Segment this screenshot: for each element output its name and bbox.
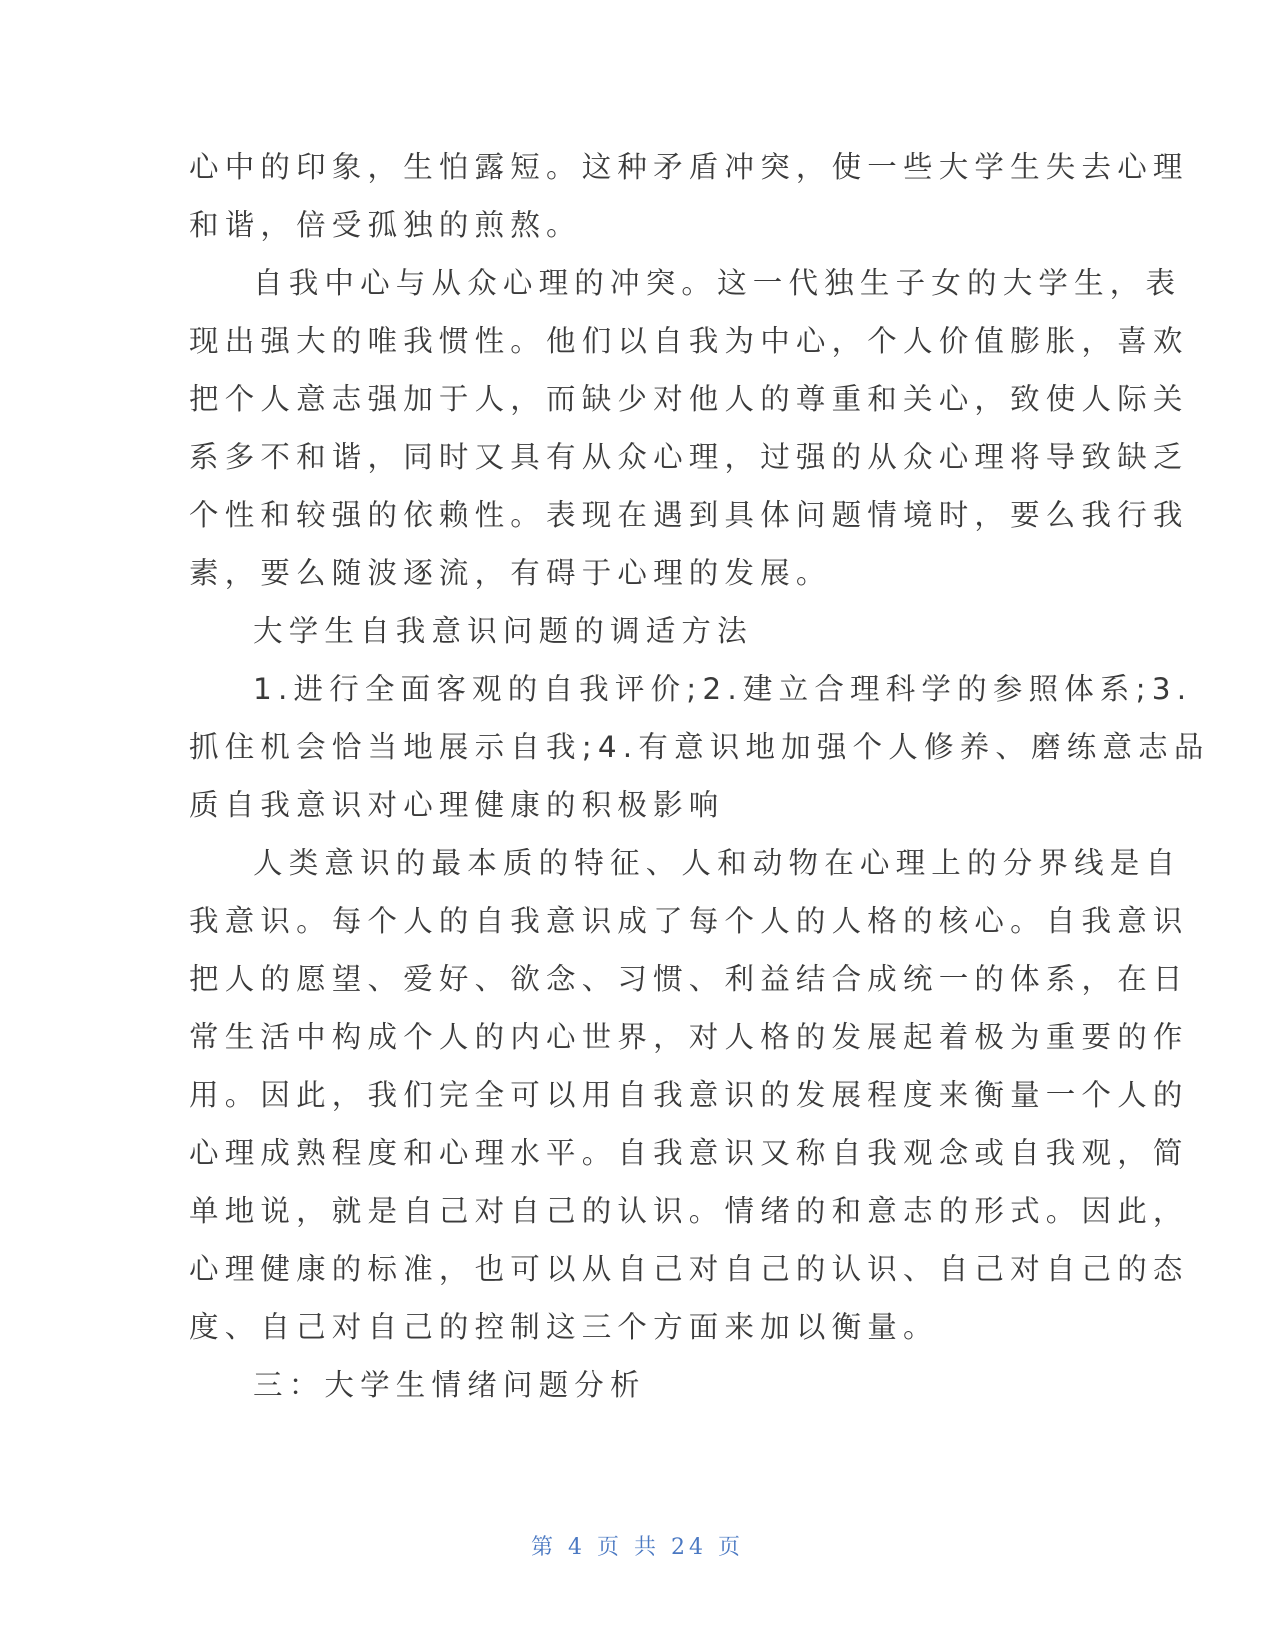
text-line: 常生活中构成个人的内心世界，对人格的发展起着极为重要的作 <box>189 1020 1189 1054</box>
text-line: 我意识。每个人的自我意识成了每个人的人格的核心。自我意识 <box>189 904 1189 938</box>
text-line: 把个人意志强加于人，而缺少对他人的尊重和关心，致使人际关 <box>189 382 1189 416</box>
text-line: 抓住机会恰当地展示自我;4.有意识地加强个人修养、磨练意志品 <box>189 730 1210 764</box>
text-line: 度、自己对自己的控制这三个方面来加以衡量。 <box>189 1310 939 1344</box>
text-line: 人类意识的最本质的特征、人和动物在心理上的分界线是自 <box>253 846 1182 880</box>
page-body <box>189 138 1210 1414</box>
paragraph-1 <box>189 138 1189 254</box>
text-line: 个性和较强的依赖性。表现在遇到具体问题情境时，要么我行我 <box>189 498 1189 532</box>
section-heading-3 <box>189 1356 1089 1414</box>
text-line: 系多不和谐，同时又具有从众心理，过强的从众心理将导致缺乏 <box>189 440 1189 474</box>
page-number-footer: 第 4 页 共 24 页 <box>531 1535 744 1560</box>
heading-line: 三：大学生情绪问题分析 <box>253 1368 646 1402</box>
text-line: 自我中心与从众心理的冲突。这一代独生子女的大学生，表 <box>253 266 1182 300</box>
heading-line: 大学生自我意识问题的调适方法 <box>253 614 753 648</box>
text-line: 质自我意识对心理健康的积极影响 <box>189 788 725 822</box>
text-line: 心中的印象，生怕露短。这种矛盾冲突，使一些大学生失去心理 <box>189 150 1189 184</box>
text-line: 1.进行全面客观的自我评价;2.建立合理科学的参照体系;3. <box>253 672 1193 706</box>
paragraph-methods <box>189 660 1210 834</box>
section-heading <box>189 602 1089 660</box>
text-line: 用。因此，我们完全可以用自我意识的发展程度来衡量一个人的 <box>189 1078 1189 1112</box>
text-line: 和谐，倍受孤独的煎熬。 <box>189 208 582 242</box>
text-line: 把人的愿望、爱好、欲念、习惯、利益结合成统一的体系，在日 <box>189 962 1189 996</box>
text-line: 心理健康的标准，也可以从自己对自己的认识、自己对自己的态 <box>189 1252 1189 1286</box>
text-line: 单地说，就是自己对自己的认识。情绪的和意志的形式。因此， <box>189 1194 1189 1228</box>
paragraph-4 <box>189 834 1189 1356</box>
text-line: 心理成熟程度和心理水平。自我意识又称自我观念或自我观，简 <box>189 1136 1189 1170</box>
paragraph-2 <box>189 254 1189 602</box>
text-line: 素，要么随波逐流，有碍于心理的发展。 <box>189 556 832 590</box>
text-line: 现出强大的唯我惯性。他们以自我为中心，个人价值膨胀，喜欢 <box>189 324 1189 358</box>
